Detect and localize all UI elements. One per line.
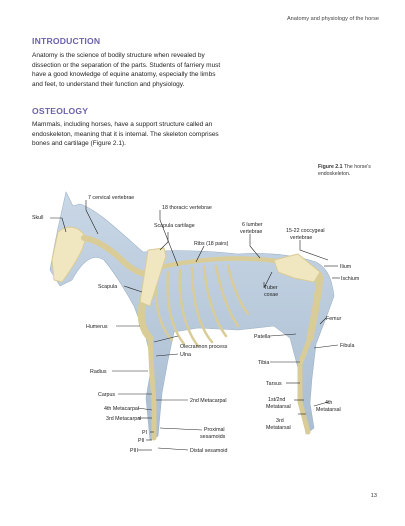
label-1st-2nd-metatarsal-line2: Metatarsal <box>266 404 291 410</box>
label-pi: PI <box>142 430 148 436</box>
figure-caption-label: Figure 2.1 <box>318 164 343 170</box>
label-femur: Femur <box>326 316 342 322</box>
paragraph-osteology: Mammals, including horses, have a support structure called an endoskeleton, meaning that it is internal. The skeleton comprises bones and cartilage (Figure 2.1). <box>32 121 219 148</box>
heading-osteology: OSTEOLOGY <box>32 106 89 116</box>
label-3rd-metatarsal-line2: Metatarsal <box>266 425 291 431</box>
label-piii: PIII <box>130 448 138 454</box>
paragraph-introduction: Anatomy is the science of bodily structure when revealed by dissection or the separation of the parts. Students of farriery must have a good knowledge of equine anatomy, especially the limbs and feet, to understand their function and physiology. <box>32 52 221 88</box>
label-ulna: Ulna <box>180 352 191 358</box>
label-patella: Patella <box>254 334 271 340</box>
label-olecranon-process: Olecrannon process <box>180 344 228 350</box>
label-proximal-sesamoids-line2: sesamoids <box>200 434 226 440</box>
label-tibia: Tibia <box>258 360 270 366</box>
label-pii: PII <box>138 438 145 444</box>
label-distal-sesamoid: Distal sesamoid <box>190 448 228 454</box>
label-carpus: Carpus <box>98 392 116 398</box>
label-scapula-cartilage-line1: Scapula cartilage <box>154 223 195 229</box>
label-tuber-coxae-line1: Tuber <box>264 285 278 291</box>
heading-introduction: INTRODUCTION <box>32 36 101 46</box>
label-lumbar-vertebrae-line1: 6 lumber <box>242 222 263 228</box>
label-cervical-vertebrae: 7 cervical vertebrae <box>88 195 135 201</box>
page-number: 13 <box>370 493 377 499</box>
label-fibula: Fibula <box>340 343 355 349</box>
label-4th-metatarsal-line1: 4th <box>325 400 333 406</box>
label-ischium: Ischium <box>341 276 360 282</box>
label-4th-metatarsal-line2: Metatarsal <box>316 407 341 413</box>
label-proximal-sesamoids-line1: Proximal <box>204 427 225 433</box>
label-2nd-metacarpal: 2nd Metacarpal <box>190 398 227 404</box>
label-tarsus: Tarsus <box>266 381 282 387</box>
figure-caption <box>318 164 388 178</box>
label-coccygeal-vertebrae-line1: 15-22 coccygeal <box>286 228 325 234</box>
label-1st-2nd-metatarsal-line1: 1st/2nd <box>268 397 286 403</box>
label-scapula: Scapula <box>98 284 118 290</box>
label-3rd-metatarsal-line1: 3rd <box>276 418 284 424</box>
running-header: Anatomy and physiology of the horse <box>286 16 379 22</box>
label-tuber-coxae-line2: coxae <box>264 292 279 298</box>
label-4th-metacarpal: 4th Metacarpal <box>104 406 140 412</box>
figure-caption-text: The horse's endoskeleton. <box>318 164 371 177</box>
label-humerus: Humerus <box>86 324 108 330</box>
label-radius: Radius <box>90 369 107 375</box>
label-ribs: Ribs (18 pairs) <box>194 241 229 247</box>
horse-skeleton-figure <box>28 188 378 460</box>
label-ilium: Ilium <box>340 264 352 270</box>
label-skull: Skull <box>32 215 44 221</box>
label-3rd-metacarpal: 3rd Metacarpal <box>106 416 142 422</box>
label-lumbar-vertebrae-line2: vertebrae <box>240 229 263 235</box>
label-thoracic-vertebrae: 18 thoracic vertebrae <box>162 205 212 211</box>
label-coccygeal-vertebrae-line2: vertebrae <box>290 235 313 241</box>
